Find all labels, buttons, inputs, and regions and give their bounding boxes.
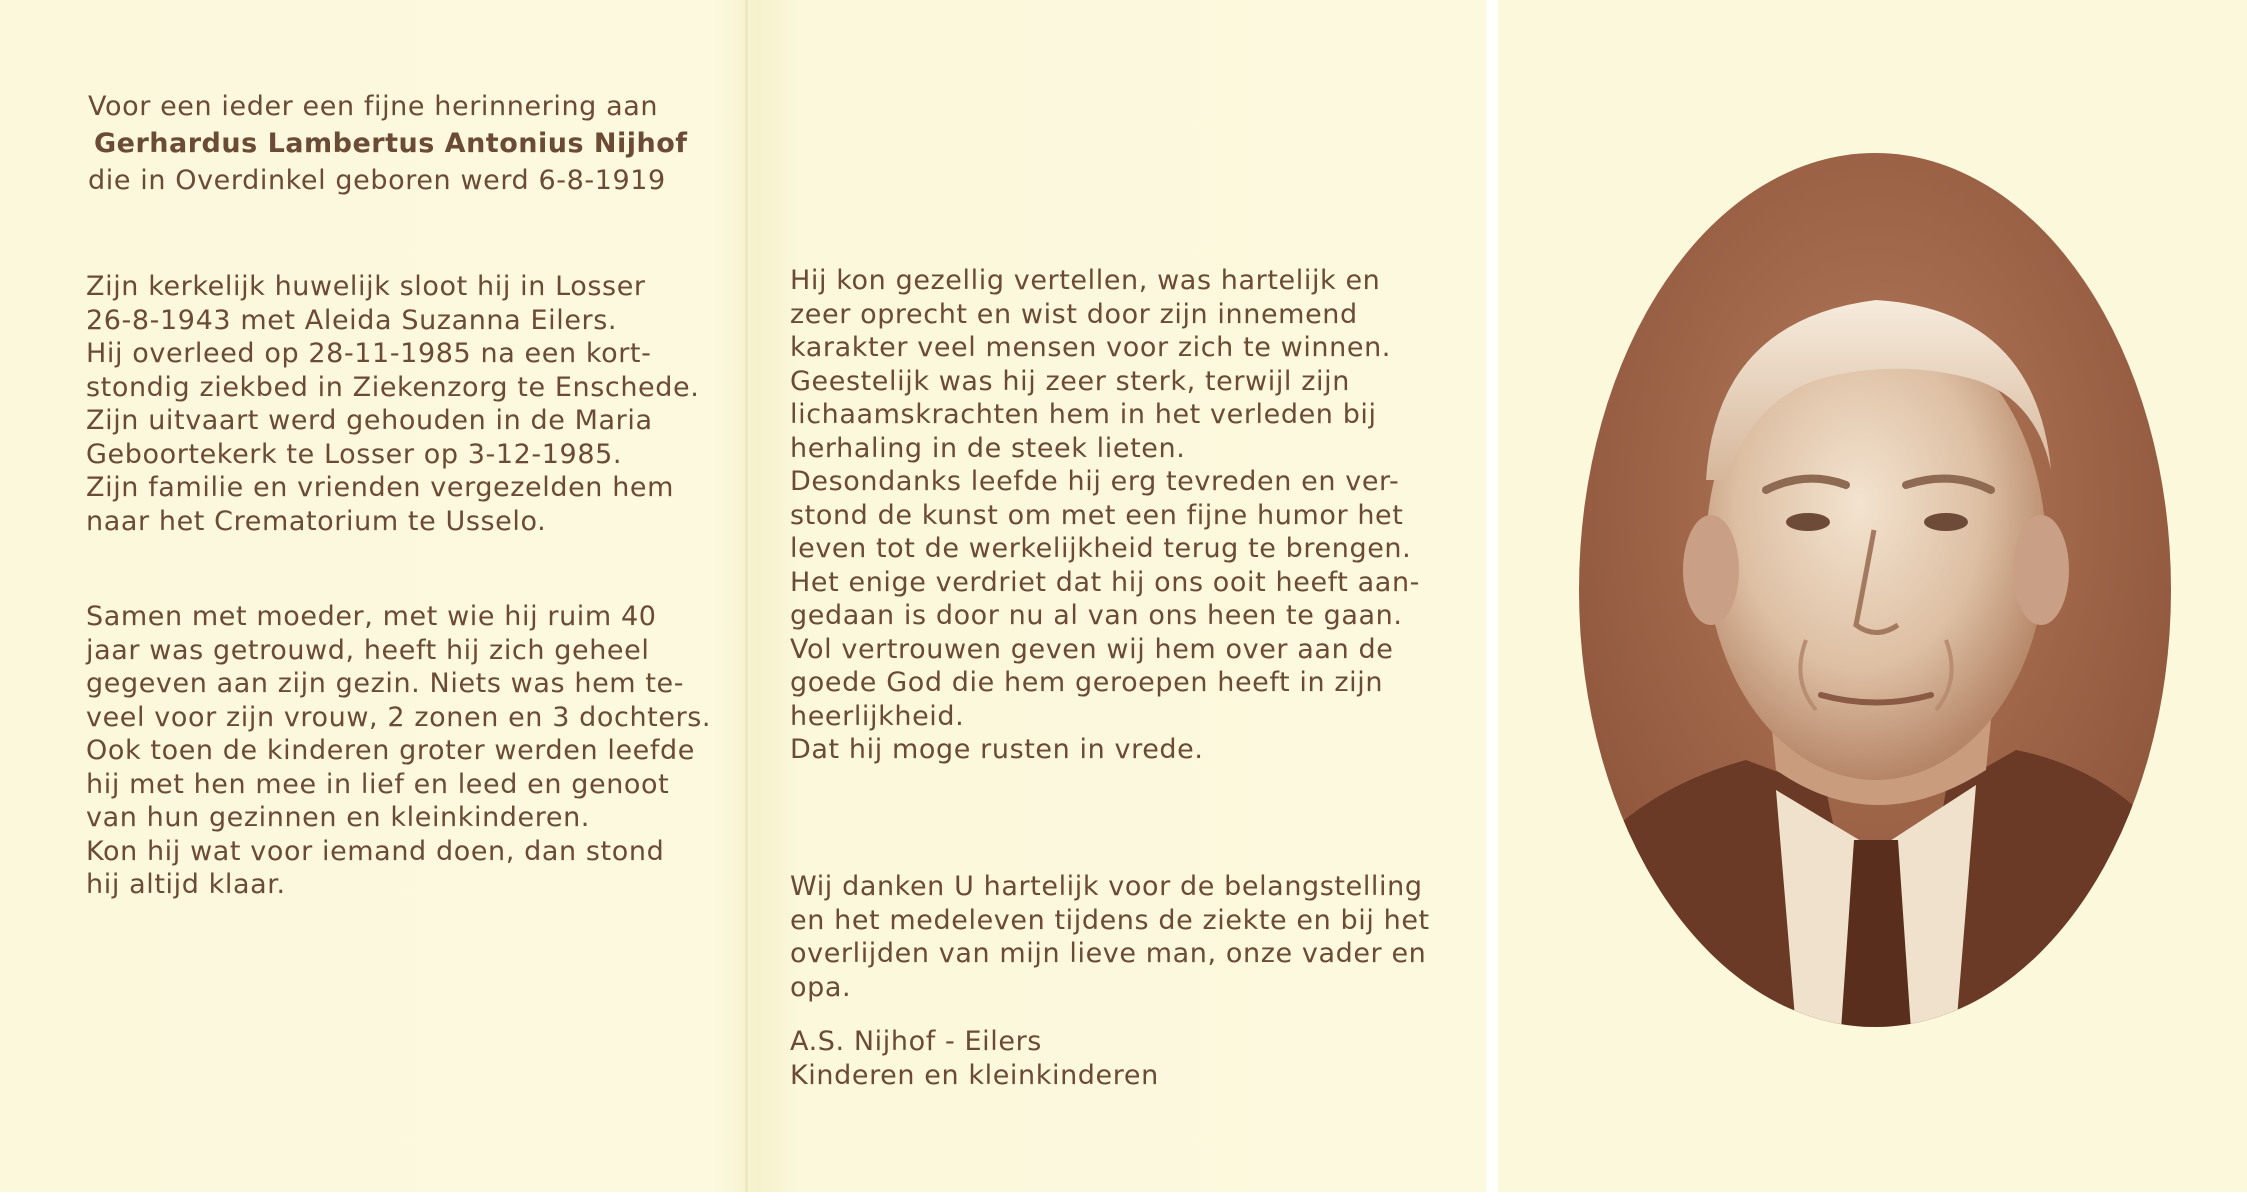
paragraph-character: [790, 264, 1420, 767]
text-line: Zijn familie en vrienden vergezelden hem: [86, 472, 675, 503]
text-line: opa.: [790, 971, 852, 1003]
paragraph-family: [86, 600, 711, 902]
signature-name: A.S. Nijhof - Eilers: [790, 1026, 1042, 1057]
text-line: Samen met moeder, met wie hij ruim 40: [86, 601, 657, 632]
text-line: heerlijkheid.: [790, 700, 965, 732]
text-line: Zijn kerkelijk huwelijk sloot hij in Losser: [86, 271, 646, 302]
text-line: Wij danken U hartelijk voor de belangstelling: [790, 871, 1423, 902]
text-line: karakter veel mensen voor zich te winnen.: [790, 332, 1391, 363]
fold-line: [745, 0, 748, 1192]
text-line: 26-8-1943 met Aleida Suzanna Eilers.: [86, 304, 618, 336]
text-line: stond de kunst om met een fijne humor het: [790, 499, 1404, 531]
text-line: veel voor zijn vrouw, 2 zonen en 3 dochters.: [86, 701, 712, 733]
text-line: Hij kon gezellig vertellen, was hartelijk en: [790, 265, 1381, 296]
intro-line: Voor een ieder een fijne herinnering aan: [88, 91, 659, 122]
paragraph-marriage-death: [86, 270, 699, 538]
text-line: Ook toen de kinderen groter werden leefde: [86, 735, 695, 766]
signature-family: Kinderen en kleinkinderen: [790, 1059, 1159, 1091]
intro-block: [88, 88, 688, 199]
text-line: Geestelijk was hij zeer sterk, terwijl zijn: [790, 365, 1350, 397]
text-line: herhaling in de steek lieten.: [790, 432, 1186, 464]
birth-line: die in Overdinkel geboren werd 6-8-1919: [88, 165, 666, 196]
text-line: Geboortekerk te Losser op 3-12-1985.: [86, 438, 623, 470]
text-line: van hun gezinnen en kleinkinderen.: [86, 802, 590, 833]
text-line: hij met hen mee in lief en leed en genoot: [86, 768, 670, 800]
text-line: Vol vertrouwen geven wij hem over aan de: [790, 633, 1394, 665]
text-line: jaar was getrouwd, heeft hij zich geheel: [86, 634, 650, 666]
signature-block: [790, 1025, 1159, 1092]
text-line: zeer oprecht en wist door zijn innemend: [790, 298, 1358, 330]
portrait-image: [1576, 150, 2174, 1030]
text-line: Dat hij moge rusten in vrede.: [790, 734, 1204, 765]
text-line: hij altijd klaar.: [86, 869, 286, 900]
text-line: leven tot de werkelijkheid terug te brengen.: [790, 533, 1412, 564]
portrait-photo: [1576, 150, 2174, 1030]
text-line: overlijden van mijn lieve man, onze vader en: [790, 938, 1427, 969]
text-line: naar het Crematorium te Usselo.: [86, 505, 547, 537]
text-line: stondig ziekbed in Ziekenzorg te Enschede.: [86, 371, 700, 403]
deceased-name: Gerhardus Lambertus Antonius Nijhof: [94, 128, 688, 159]
text-line: gedaan is door nu al van ons heen te gaan.: [790, 600, 1403, 631]
text-line: goede God die hem geroepen heeft in zijn: [790, 667, 1384, 698]
text-line: Het enige verdriet dat hij ons ooit heeft aan-: [790, 566, 1420, 598]
text-line: Hij overleed op 28-11-1985 na een kort-: [86, 338, 652, 369]
text-line: Kon hij wat voor iemand doen, dan stond: [86, 835, 665, 867]
text-line: lichaamskrachten hem in het verleden bij: [790, 399, 1377, 430]
text-line: Zijn uitvaart werd gehouden in de Maria: [86, 405, 653, 436]
paragraph-thanks: [790, 870, 1430, 1004]
text-line: Desondanks leefde hij erg tevreden en ver-: [790, 466, 1400, 497]
text-line: gegeven aan zijn gezin. Niets was hem te-: [86, 668, 685, 699]
text-line: en het medeleven tijdens de ziekte en bij het: [790, 904, 1430, 936]
